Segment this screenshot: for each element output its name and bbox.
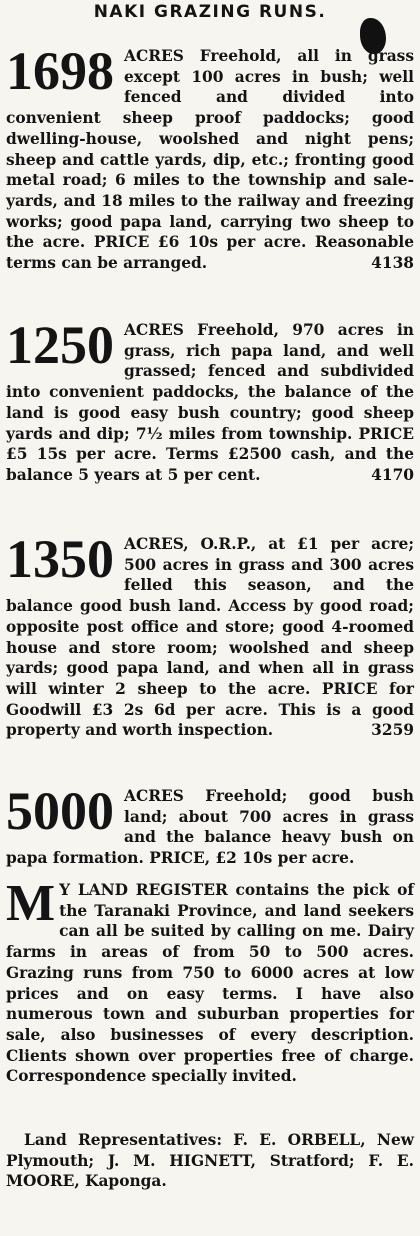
- listing-text: ACRES Freehold, 970 acres in grass, rich papa land, and well grassed; fenced and subdivided into convenient paddocks, the balance of the land is good easy bush country; good sheep yards and dip; 7½ miles from township. PRICE £5 15s per acre. Terms £2500 cash, and the balance 5 years at 5 per cent.: [6, 321, 414, 484]
- column-heading: NAKI GRAZING RUNS.: [93, 2, 327, 22]
- listing-acreage: 1350: [6, 529, 114, 589]
- listing-acreage: 1250: [6, 315, 114, 375]
- listing-text: ACRES Freehold; good bush land; about 700 acres in grass and the balance heavy bush on papa formation. PRICE, £2 10s per acre.: [6, 787, 414, 868]
- listing-1698: [6, 41, 414, 274]
- land-register-notice: [6, 875, 414, 1087]
- listing-text: ACRES Freehold, all in grass except 100 acres in bush; well fenced and divided into convenient sheep proof paddocks; good dwelling-house, woolshed and night pens; sheep and cattle yards, dip, etc.; fronting good metal road; 6 miles to the township and sale-yards, and 18 miles to the railway and freezing works; good papa land, carrying two sheep to the acre. PRICE £6 10s per acre. Reasonable terms can be arranged.: [6, 47, 414, 273]
- listing-1250: [6, 315, 414, 486]
- register-text: Y LAND REGISTER contains the pick of the Taranaki Province, and land seekers can all be suited by calling on me. Dairy farms in areas of from 50 to 500 acres. Grazing runs from 750 to 6000 acres at low prices and on easy terms. I have also numerous town and suburban properties for sale, also businesses of every description. Clients shown over properties free of charge. Correspondence specially invited.: [6, 881, 414, 1086]
- listing-acreage: 5000: [6, 781, 114, 841]
- drop-cap: M: [6, 875, 56, 932]
- land-representatives: Land Representatives: F. E. ORBELL, New Plymouth; J. M. HIGNETT, Stratford; F. E. MOORE, Kaponga.: [6, 1131, 414, 1191]
- listing-1350: [6, 529, 414, 741]
- listing-acreage: 1698: [6, 41, 114, 101]
- listing-text: ACRES, O.R.P., at £1 per acre; 500 acres in grass and 300 acres felled this season, and the balance good bush land. Access by good road; opposite post office and store; good 4-roomed house and store room; woolshed and sheep yards; good papa land, and when all in grass will winter 2 sheep to the acre. PRICE for Goodwill £3 2s 6d per acre. This is a good property and worth inspection.: [6, 535, 414, 740]
- listing-5000: [6, 781, 414, 869]
- listing-ref: 3259: [371, 721, 414, 740]
- listing-ref: 4170: [371, 465, 414, 484]
- listing-ref: 4138: [371, 254, 414, 273]
